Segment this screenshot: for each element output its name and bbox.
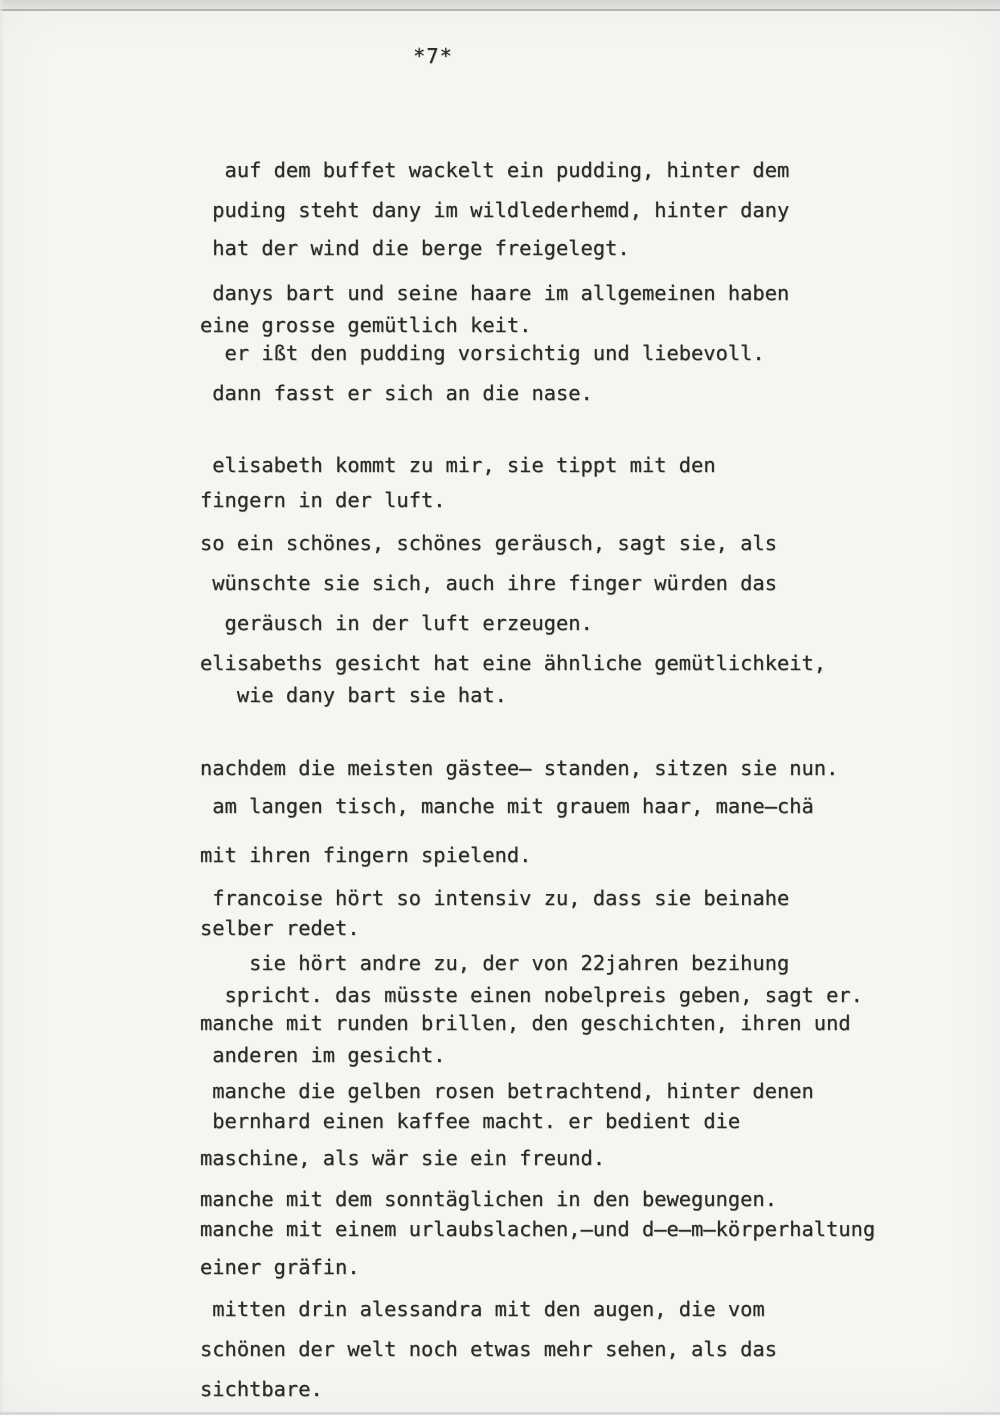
text-line: schönen der welt noch etwas mehr sehen, als das: [200, 1337, 777, 1361]
text-line: auf dem buffet wackelt ein pudding, hinter dem: [200, 158, 790, 182]
text-line: danys bart und seine haare im allgemeinen haben: [200, 281, 790, 305]
scan-edge-left: [0, 0, 4, 1415]
text-line: manche mit runden brillen, den geschichten, ihren und: [200, 1011, 851, 1035]
text-line: francoise hört so intensiv zu, dass sie beinahe: [200, 886, 790, 910]
text-line: spricht. das müsste einen nobelpreis geben, sagt er.: [200, 983, 863, 1007]
text-line: puding steht dany im wildlederhemd, hinter dany: [200, 198, 790, 222]
text-line: wünschte sie sich, auch ihre finger würden das: [200, 571, 777, 595]
text-line: so ein schönes, schönes geräusch, sagt sie, als: [200, 531, 777, 555]
text-line: bernhard einen kaffee macht. er bedient die: [200, 1109, 741, 1133]
text-line: elisabeths gesicht hat eine ähnliche gemütlichkeit,: [200, 651, 827, 675]
scan-edge-top: [0, 0, 1000, 9]
text-line: mitten drin alessandra mit den augen, die vom: [200, 1297, 765, 1321]
text-line: mit ihren fingern spielend.: [200, 843, 532, 867]
text-line: maschine, als wär sie ein freund.: [200, 1146, 606, 1170]
text-line: geräusch in der luft erzeugen.: [200, 611, 593, 635]
scan-edge-top-line: [0, 9, 1000, 11]
text-line: hat der wind die berge freigelegt.: [200, 236, 630, 260]
text-line: am langen tisch, manche mit grauem haar, mane̶chä: [200, 794, 814, 818]
text-line: dann fasst er sich an die nase.: [200, 381, 593, 405]
text-line: anderen im gesicht.: [200, 1043, 446, 1067]
text-line: sichtbare.: [200, 1377, 323, 1401]
text-line: fingern in der luft.: [200, 488, 446, 512]
text-line: manche mit dem sonntäglichen in den bewegungen.: [200, 1187, 777, 1211]
text-line: wie dany bart sie hat.: [200, 683, 507, 707]
page-number: *7*: [413, 44, 453, 68]
text-line: er ißt den pudding vorsichtig und liebevoll.: [200, 341, 765, 365]
text-line: nachdem die meisten gästee̶ standen, sitzen sie nun.: [200, 756, 839, 780]
text-line: manche mit einem urlaubslachen,̶und d̶e̶m̶körperhaltung: [200, 1217, 876, 1241]
typewritten-text: [0, 156, 1000, 1403]
text-line: elisabeth kommt zu mir, sie tippt mit den: [200, 453, 716, 477]
text-line: eine grosse gemütlich keit.: [200, 313, 532, 337]
text-line: einer gräfin.: [200, 1255, 360, 1279]
text-line: selber redet.: [200, 916, 360, 940]
text-line: manche die gelben rosen betrachtend, hinter denen: [200, 1079, 814, 1103]
text-line: sie hört andre zu, der von 22jahren bezihung: [200, 951, 790, 975]
